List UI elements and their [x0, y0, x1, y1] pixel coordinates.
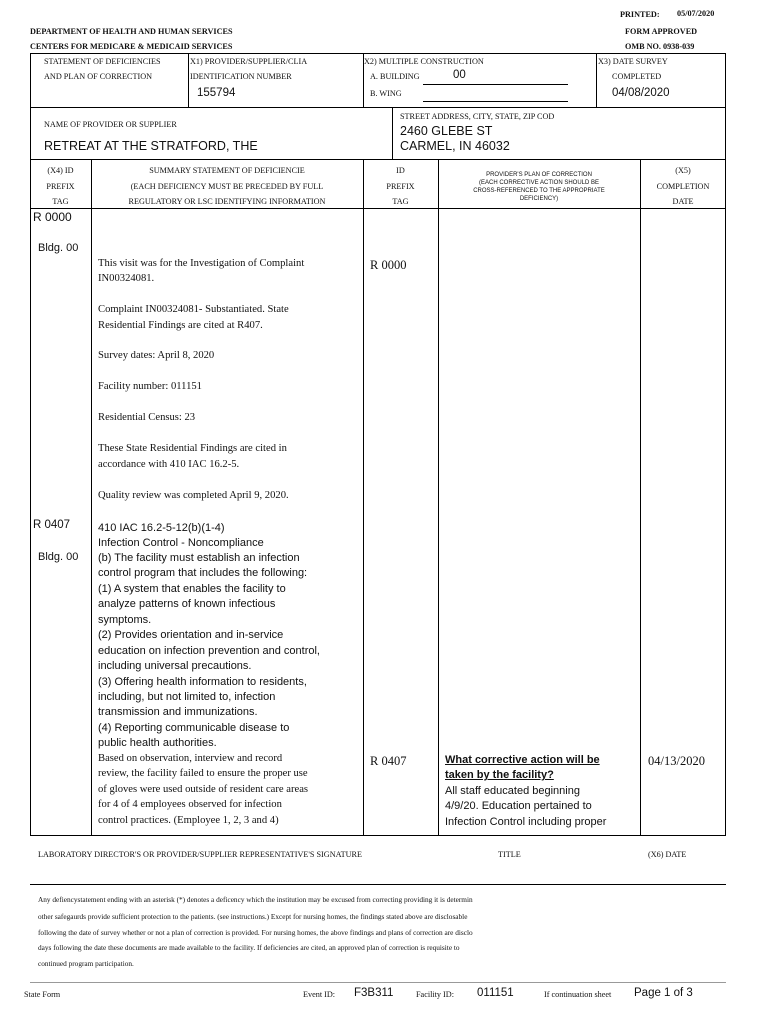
omb-number: OMB NO. 0938-039 [625, 42, 695, 51]
entry2-finding-line: of gloves were used outside of resident care areas [98, 784, 309, 795]
entry2-line: including, but not limited to, infection [98, 691, 276, 703]
summary-header-2: (EACH DEFICIENCY MUST BE PRECEDED BY FULL [130, 182, 324, 191]
entry1-line: Survey dates: April 8, 2020 [98, 350, 215, 361]
entry2-line: analyze patterns of known infectious [98, 598, 276, 610]
entry1-line: This visit was for the Investigation of Complaint [98, 258, 305, 269]
wing-label: B. WING [370, 89, 402, 98]
entry2-finding-line: review, the facility failed to ensure the proper use [98, 768, 308, 779]
state-form-label: State Form [24, 990, 61, 999]
entry2-line: (4) Reporting communicable disease to [98, 722, 290, 734]
entry1-line: Facility number: 011151 [98, 381, 202, 392]
entry2-line: 410 IAC 16.2-5-12(b)(1-4) [98, 522, 225, 534]
entry2-bldg: Bldg. 00 [38, 551, 79, 563]
entry2-line: (3) Offering health information to residents, [98, 676, 307, 688]
plan-line: 4/9/20. Education pertained to [445, 800, 592, 812]
x4-header-1: (X4) ID [47, 166, 74, 175]
entry2-line: Infection Control - Noncompliance [98, 537, 264, 549]
plan-header-1: PROVIDER'S PLAN OF CORRECTION [486, 172, 592, 178]
x2-label: X2) MULTIPLE CONSTRUCTION [364, 57, 484, 66]
provider-id: 155794 [197, 87, 236, 99]
page-number: Page 1 of 3 [634, 987, 693, 999]
plan-heading-1: What corrective action will be [445, 754, 600, 766]
x1-label-2: IDENTIFICATION NUMBER [190, 72, 292, 81]
x5-header-1: (X5) [675, 166, 691, 175]
disclaimer-line: continued program participation. [38, 959, 134, 968]
plan-header-4: DEFICIENCY) [519, 196, 559, 202]
completion-date: 04/13/2020 [648, 754, 705, 768]
continuation-label: If continuation sheet [544, 990, 612, 999]
building-label: A. BUILDING [370, 72, 420, 81]
entry1-line: These State Residential Findings are cited in [98, 443, 287, 454]
event-id-value: F3B311 [354, 987, 394, 999]
facility-id-value: 011151 [477, 987, 514, 999]
disclaimer-line: days following the date these documents are made available to the facility. If deficiencies are cited, an approved plan of correction is requisite to [38, 943, 460, 952]
id-header-2: PREFIX [386, 182, 415, 191]
entry1-tag: R 0000 [33, 210, 72, 224]
entry2-line: education on infection prevention and control, [98, 645, 320, 657]
entry2-line: (1) A system that enables the facility to [98, 583, 286, 595]
entry2-line: (b) The facility must establish an infection [98, 552, 300, 564]
x3-label-1: X3) DATE SURVEY [598, 57, 668, 66]
address-label: STREET ADDRESS, CITY, STATE, ZIP COD [400, 112, 555, 121]
entry1-line: Quality review was completed April 9, 2020. [98, 490, 289, 501]
entry1-bldg: Bldg. 00 [38, 242, 79, 254]
centers-title: CENTERS FOR MEDICARE & MEDICAID SERVICES [30, 42, 233, 51]
entry2-finding-line: Based on observation, interview and record [98, 753, 283, 764]
entry2-finding-line: for 4 of 4 employees observed for infection [98, 799, 282, 810]
survey-date: 04/08/2020 [612, 87, 670, 99]
entry1-line: Residential Findings are cited at R407. [98, 320, 263, 331]
disclaimer-line: following the date of survey whether or not a plan of correction is provided. For nursing homes, the above findings and plans of correction are disclo [38, 928, 473, 937]
entry1-line: Complaint IN00324081- Substantiated. State [98, 304, 289, 315]
facility-id-label: Facility ID: [416, 990, 454, 999]
plan-header-2: (EACH CORRECTIVE ACTION SHOULD BE [478, 180, 600, 186]
entry2-line: including universal precautions. [98, 660, 252, 672]
printed-date: 05/07/2020 [677, 9, 715, 18]
dept-title: DEPARTMENT OF HEALTH AND HUMAN SERVICES [30, 27, 233, 36]
disclaimer-line: other safegaurds provide sufficient protection to the patients. (see instructions.) Except for nursing homes, the findings stated above are disclosable [38, 912, 468, 921]
summary-header-3: REGULATORY OR LSC IDENTIFYING INFORMATION [128, 197, 326, 206]
building-value: 00 [453, 69, 466, 81]
entry2-line: control program that includes the following: [98, 567, 308, 579]
address-line-1: 2460 GLEBE ST [400, 124, 493, 138]
entry2-id-tag: R 0407 [370, 754, 407, 768]
plan-line: All staff educated beginning [445, 785, 580, 797]
entry1-id-tag: R 0000 [370, 258, 407, 272]
entry2-line: public health authorities. [98, 737, 217, 749]
entry1-line: IN00324081. [98, 273, 155, 284]
entry1-line: accordance with 410 IAC 16.2-5. [98, 459, 240, 470]
signature-label: LABORATORY DIRECTOR'S OR PROVIDER/SUPPLIER REPRESENTATIVE'S SIGNATURE [38, 850, 362, 859]
x4-header-3: TAG [52, 197, 69, 206]
id-header-3: TAG [392, 197, 409, 206]
x1-label-1: X1) PROVIDER/SUPPLIER/CLIA [190, 57, 308, 66]
x5-header-3: DATE [672, 197, 694, 206]
form-approved: FORM APPROVED [625, 27, 698, 36]
printed-label: PRINTED: [620, 10, 660, 19]
statement-label-1: STATEMENT OF DEFICIENCIES [44, 57, 161, 66]
plan-header-3: CROSS-REFERENCED TO THE APPROPRIATE [473, 188, 605, 194]
entry2-line: (2) Provides orientation and in-service [98, 629, 284, 641]
plan-heading-2: taken by the facility? [445, 769, 554, 781]
summary-header-1: SUMMARY STATEMENT OF DEFICIENCIE [149, 166, 305, 175]
signature-date-label: (X6) DATE [648, 850, 687, 859]
title-label: TITLE [498, 850, 521, 859]
entry2-line: symptoms. [98, 614, 152, 626]
entry2-line: transmission and immunizations. [98, 706, 258, 718]
entry1-line: Residential Census: 23 [98, 412, 196, 423]
provider-name-label: NAME OF PROVIDER OR SUPPLIER [44, 120, 177, 129]
x5-header-2: COMPLETION [656, 182, 710, 191]
entry2-finding-line: control practices. (Employee 1, 2, 3 and 4) [98, 815, 279, 826]
id-header-1: ID [396, 166, 405, 175]
x4-header-2: PREFIX [46, 182, 75, 191]
address-line-2: CARMEL, IN 46032 [400, 139, 510, 153]
x3-label-2: COMPLETED [612, 72, 662, 81]
statement-label-2: AND PLAN OF CORRECTION [44, 72, 153, 81]
entry2-tag: R 0407 [33, 519, 71, 531]
plan-line: Infection Control including proper [445, 816, 607, 828]
event-id-label: Event ID: [303, 990, 336, 999]
provider-name: RETREAT AT THE STRATFORD, THE [44, 139, 258, 153]
disclaimer-line: Any defiencystatement ending with an asterisk (*) denotes a deficency which the institution may be excused from correcting providing it is determin [38, 895, 473, 904]
